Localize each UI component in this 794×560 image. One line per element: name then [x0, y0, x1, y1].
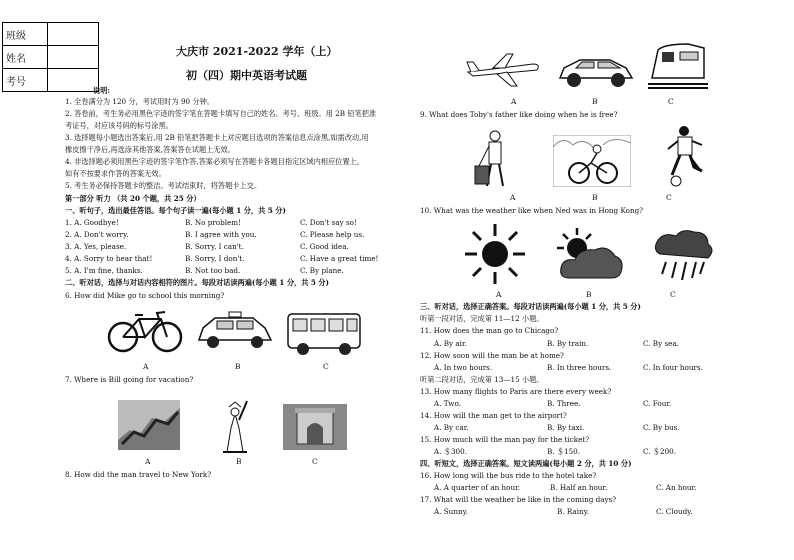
exam-number-label: 考号 [3, 69, 48, 92]
partly-cloudy-icon[interactable] [555, 228, 625, 282]
choice-b-label: B [592, 97, 598, 106]
note-line: 5. 考生务必保持答题卡的整洁。考试结束时，将答题卡上交。 [65, 181, 262, 190]
question-14: 14. How will the man get to the airport? [420, 411, 567, 420]
choice-c-label: C [666, 193, 672, 202]
option-b[interactable]: B. Half an hour. [550, 483, 608, 492]
choice-c-label: C [312, 457, 318, 466]
option-b[interactable]: B. Three. [547, 399, 581, 408]
note-line: 如有不按要求作答的答案无效。 [65, 169, 166, 178]
choice-b-label: B [236, 457, 242, 466]
arc-de-triomphe-icon[interactable] [283, 404, 347, 450]
bus-icon[interactable] [285, 310, 365, 358]
choice-a-label: A [510, 193, 516, 202]
football-player-icon[interactable] [662, 125, 708, 187]
option-c[interactable]: C. Have a great time! [300, 254, 379, 263]
choice-b-label: B [592, 193, 598, 202]
note-line: 橡皮擦干净后,再选涂其他答案,答案答在试题上无效。 [65, 145, 235, 154]
bicycle-icon[interactable] [105, 305, 185, 355]
option-a[interactable]: 5. A. I'm fine, thanks. [65, 266, 143, 275]
class-field[interactable] [48, 23, 99, 46]
name-label: 姓名 [3, 46, 48, 69]
train-icon[interactable] [648, 40, 708, 90]
part3-heading: 三、听对话，选择正确答案。每段对话读两遍(每小题 1 分，共 5 分) [420, 302, 641, 311]
question-7: 7. Where is Bill going for vacation? [65, 375, 194, 384]
note-line: 考证号，对应该号码的标号涂黑。 [65, 121, 173, 130]
option-b[interactable]: B. Rainy. [557, 507, 590, 516]
option-c[interactable]: C. Four. [643, 399, 672, 408]
option-a[interactable]: 2. A. Don't worry. [65, 230, 129, 239]
question-15: 15. How much will the man pay for the ticket? [420, 435, 590, 444]
part3-sub1: 听第一段对话，完成第 11—12 小题。 [420, 314, 544, 323]
statue-of-liberty-icon[interactable] [213, 398, 257, 454]
choice-a-label: A [496, 290, 502, 299]
option-c[interactable]: C. An hour. [656, 483, 697, 492]
note-line: 1. 全卷满分为 120 分，考试用时为 90 分钟。 [65, 97, 214, 106]
section1-options [65, 218, 395, 278]
option-c[interactable]: C. Don't say so! [300, 218, 357, 227]
choice-c-label: C [668, 97, 674, 106]
option-b[interactable]: B. No problem! [185, 218, 241, 227]
option-b[interactable]: B. Sorry, I don't. [185, 254, 245, 263]
question-13: 13. How many flights to Paris are there every week? [420, 387, 612, 396]
section2-heading: 二、听对话，选择与对话内容相符的图片。每段对话读两遍(每小题 1 分，共 5 分) [65, 278, 330, 287]
option-a[interactable]: A. By air. [434, 339, 467, 348]
option-c[interactable]: C. Please help us. [300, 230, 365, 239]
great-wall-icon[interactable] [118, 400, 180, 450]
option-b[interactable]: B. Sorry, I can't. [185, 242, 244, 251]
exam-title-line1: 大庆市 2021-2022 学年（上） [176, 45, 338, 58]
section1-heading: 一、听句子，选出最佳答语。每个句子读一遍(每小题 1 分，共 5 分) [65, 206, 286, 215]
choice-c-label: C [323, 362, 329, 371]
choice-b-label: B [586, 290, 592, 299]
cycling-icon[interactable] [553, 135, 631, 187]
option-b[interactable]: B. I agree with you. [185, 230, 257, 239]
question-11: 11. How does the man go to Chicago? [420, 326, 559, 335]
airplane-icon[interactable] [463, 50, 543, 90]
exam-title-line2: 初（四）期中英语考试题 [186, 69, 307, 82]
option-b[interactable]: B. By train. [547, 339, 589, 348]
notes-heading: 说明: [93, 86, 111, 95]
sun-icon[interactable] [463, 222, 527, 286]
traveling-man-icon[interactable] [473, 130, 513, 188]
question-16: 16. How long will the bus ride to the hotel take? [420, 471, 597, 480]
option-c[interactable]: C. Cloudy. [656, 507, 693, 516]
student-info-table [2, 22, 99, 92]
question-9: 9. What does Toby's father like doing when he is free? [420, 110, 618, 119]
option-a[interactable]: 1. A. Goodbye! [65, 218, 119, 227]
part1-heading: 第一部分 听力 （共 20 个题，共 25 分） [65, 194, 201, 203]
rain-icon[interactable] [652, 228, 714, 284]
question-12: 12. How soon will the man be at home? [420, 351, 564, 360]
option-a[interactable]: 3. A. Yes, please. [65, 242, 127, 251]
option-a[interactable]: A. In two hours. [434, 363, 493, 372]
option-c[interactable]: C. By bus. [643, 423, 680, 432]
question-17: 17. What will the weather be like in the coming days? [420, 495, 617, 504]
part4-heading: 四、听短文，选择正确答案。短文读两遍(每小题 2 分，共 10 分) [420, 459, 632, 468]
option-a[interactable]: 4. A. Sorry to hear that! [65, 254, 153, 263]
option-b[interactable]: B. By taxi. [547, 423, 585, 432]
question-8: 8. How did the man travel to New York? [65, 470, 212, 479]
name-field[interactable] [48, 46, 99, 69]
option-c[interactable]: C. Good idea. [300, 242, 349, 251]
option-b[interactable]: B. Not too bad. [185, 266, 241, 275]
option-c[interactable]: C. ＄200. [643, 447, 677, 456]
choice-a-label: A [145, 457, 151, 466]
question-6: 6. How did Mike go to school this morning? [65, 291, 225, 300]
choice-c-label: C [670, 290, 676, 299]
option-c[interactable]: C. In four hours. [643, 363, 703, 372]
question-10: 10. What was the weather like when Ned was in Hong Kong? [420, 206, 644, 215]
choice-a-label: A [511, 97, 517, 106]
class-label: 班级 [3, 23, 48, 46]
car-icon[interactable] [556, 50, 636, 90]
option-b[interactable]: B. ＄150. [547, 447, 581, 456]
option-c[interactable]: C. By sea. [643, 339, 679, 348]
option-a[interactable]: A. By car. [434, 423, 469, 432]
part3-sub2: 听第二段对话，完成第 13—15 小题。 [420, 375, 544, 384]
exam-number-field[interactable] [48, 69, 99, 92]
choice-a-label: A [143, 362, 149, 371]
option-a[interactable]: A. ＄300. [434, 447, 467, 456]
taxi-icon[interactable] [195, 310, 275, 355]
option-a[interactable]: A. Sunny. [434, 507, 468, 516]
note-line: 4. 非选择题必须用黑色字迹的签字笔作答,答案必须写在答题卡各题目指定区域内相应位置上， [65, 157, 364, 166]
choice-b-label: B [235, 362, 241, 371]
option-a[interactable]: A. A quarter of an hour. [434, 483, 521, 492]
option-b[interactable]: B. In three hours. [547, 363, 612, 372]
option-a[interactable]: A. Two. [434, 399, 461, 408]
option-c[interactable]: C. By plane. [300, 266, 344, 275]
note-line: 2. 答卷前，考生务必用黑色字迹的签字笔在答题卡填写自己的姓名、考号、班级。用 2B 铅笔把准 [65, 109, 377, 118]
note-line: 3. 选择题每小题选出答案后,用 2B 铅笔把答题卡上对应题目选项的答案信息点涂黑,如需改动,用 [65, 133, 369, 142]
